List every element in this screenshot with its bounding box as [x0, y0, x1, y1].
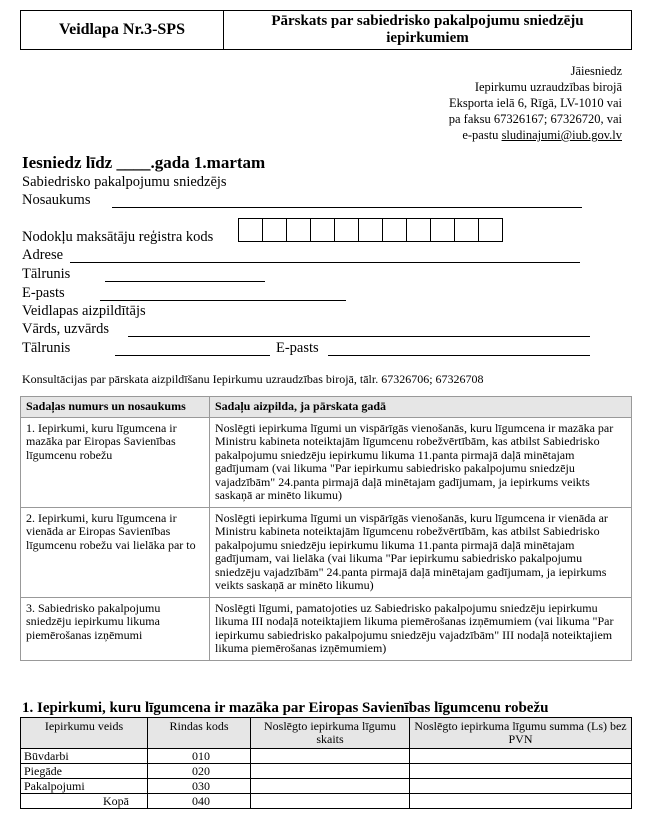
deadline-prefix: Iesniedz līdz [22, 153, 117, 172]
table1-header-row [21, 718, 632, 749]
reg-code-cell[interactable] [262, 218, 287, 242]
section-name: 3. Sabiedrisko pakalpojumu sniedzēju iepirkumu likuma piemērošanas izņēmumi [21, 597, 210, 660]
submission-address [382, 63, 622, 143]
table1-header-code: Rindas kods [148, 718, 251, 749]
form-title-box [223, 10, 632, 50]
provider-address-field[interactable] [70, 262, 580, 263]
contract-count-cell[interactable] [251, 749, 410, 764]
table1 [20, 717, 632, 809]
sections-header-desc: Sadaļu aizpilda, ja pārskata gadā [210, 397, 632, 418]
filler-email-label: E-pasts [276, 340, 319, 356]
procurement-type: Pakalpojumi [21, 779, 148, 794]
deadline-year-blank[interactable]: ____ [116, 153, 151, 172]
procurement-type: Būvdarbi [21, 749, 148, 764]
reg-code-cell[interactable] [310, 218, 335, 242]
form-title: Pārskats par sabiedrisko pakalpojumu sniedzēju iepirkumiem [271, 13, 584, 46]
procurement-type: Piegāde [21, 764, 148, 779]
reg-code-cell[interactable] [238, 218, 263, 242]
row-code: 040 [148, 794, 251, 809]
reg-code-cell[interactable] [478, 218, 503, 242]
contract-sum-cell[interactable] [410, 779, 632, 794]
address-line: pa faksu 67326167; 67326720, vai [448, 112, 622, 126]
provider-phone-label: Tālrunis [22, 266, 71, 282]
email-link[interactable]: sludinajumi@iub.gov.lv [501, 128, 622, 142]
form-id: Veidlapa Nr.3-SPS [59, 21, 185, 38]
section-desc: Noslēgti līgumi, pamatojoties uz Sabiedrisko pakalpojumu sniedzēju iepirkumu likuma III nodaļā noteiktajiem likuma piemērošanas izņēmumiem (vai likuma "Par iepirkumu sabiedrisko pakalpojumu sniedzēju vajadzībām" III nodaļā noteiktajiem likuma piemērošanas izņēmumiem) [210, 597, 632, 660]
contract-count-cell[interactable] [251, 794, 410, 809]
provider-name-field[interactable] [112, 207, 582, 208]
provider-name-label: Nosaukums [22, 192, 91, 208]
address-line: Eksporta ielā 6, Rīgā, LV-1010 vai [448, 96, 622, 110]
table1-header-count: Noslēgto iepirkuma līgumu skaits [251, 718, 410, 749]
email-prefix: e-pastu [462, 128, 502, 142]
section-name: 2. Iepirkumi, kuru līgumcena ir vienāda ar Eiropas Savienības līgumcenu robežu vai lielāka par to [21, 507, 210, 597]
address-line: Jāiesniedz [570, 64, 622, 78]
reg-code-cell[interactable] [382, 218, 407, 242]
table1-header-sum: Noslēgto iepirkuma līgumu summa (Ls) bez PVN [410, 718, 632, 749]
reg-code-cell[interactable] [406, 218, 431, 242]
consultation-note: Konsultācijas par pārskata aizpildīšanu Iepirkumu uzraudzības birojā, tālr. 67326706; 67326708 [22, 372, 484, 386]
table-row [21, 507, 632, 597]
section-desc: Noslēgti iepirkuma līgumi un vispārīgās vienošanās, kuru līgumcena ir vienāda ar Ministru kabineta noteiktajām līgumcenu robežvērtībām, kas atbilst Sabiedrisko pakalpojumu sniedzēju iepirkumu likuma 11.panta pirmajā daļā minētajam gadījumam, vai lielāka (vai likuma "Par iepirkumu sabiedrisko pakalpojumu sniedzēju vajadzībām" 24.panta pirmajā daļā minētajam gadījumam, ja iepirkums veikts saskaņā ar minēto likumu) [210, 507, 632, 597]
form-id-box [20, 10, 224, 50]
contract-sum-cell[interactable] [410, 794, 632, 809]
provider-reg-label: Nodokļu maksātāju reģistra kods [22, 229, 214, 245]
contract-count-cell[interactable] [251, 764, 410, 779]
table-row [21, 417, 632, 507]
row-code: 020 [148, 764, 251, 779]
provider-email-field[interactable] [100, 300, 346, 301]
table-row [21, 764, 632, 779]
provider-address-label: Adrese [22, 247, 64, 263]
provider-phone-field[interactable] [105, 281, 265, 282]
row-code: 030 [148, 779, 251, 794]
reg-code-cell[interactable] [358, 218, 383, 242]
reg-code-cell[interactable] [334, 218, 359, 242]
section-name: 1. Iepirkumi, kuru līgumcena ir mazāka par Eiropas Savienības līgumcenu robežu [21, 417, 210, 507]
reg-code-cell[interactable] [430, 218, 455, 242]
provider-email-label: E-pasts [22, 285, 65, 301]
row-code: 010 [148, 749, 251, 764]
reg-code-cell[interactable] [286, 218, 311, 242]
table1-title: 1. Iepirkumi, kuru līgumcena ir mazāka par Eiropas Savienības līgumcenu robežu [22, 700, 549, 716]
contract-sum-cell[interactable] [410, 764, 632, 779]
sections-header-name: Sadaļas numurs un nosaukums [21, 397, 210, 418]
table-row [21, 597, 632, 660]
filler-heading: Veidlapas aizpildītājs [22, 303, 146, 319]
table-row [21, 749, 632, 764]
filler-email-field[interactable] [328, 355, 590, 356]
submission-deadline [22, 153, 265, 173]
filler-phone-label: Tālrunis [22, 340, 71, 356]
provider-reg-code-field[interactable] [238, 218, 502, 242]
table-row [21, 779, 632, 794]
reg-code-cell[interactable] [454, 218, 479, 242]
address-line: Iepirkumu uzraudzības birojā [474, 80, 622, 94]
address-line [382, 127, 622, 143]
table-row [21, 794, 632, 809]
filler-name-field[interactable] [128, 336, 590, 337]
filler-phone-field[interactable] [115, 355, 270, 356]
procurement-type-total: Kopā [21, 794, 148, 809]
contract-count-cell[interactable] [251, 779, 410, 794]
provider-heading: Sabiedrisko pakalpojumu sniedzējs [22, 174, 227, 190]
sections-header-row [21, 397, 632, 418]
contract-sum-cell[interactable] [410, 749, 632, 764]
table1-header-type: Iepirkumu veids [21, 718, 148, 749]
filler-name-label: Vārds, uzvārds [22, 321, 109, 337]
sections-table [20, 396, 632, 661]
section-desc: Noslēgti iepirkuma līgumi un vispārīgās vienošanās, kuru līgumcena ir mazāka par Ministru kabineta noteiktajām līgumcenu robežvērtībām, kas atbilst Sabiedrisko pakalpojumu sniedzēju iepirkumu likuma 11.panta pirmajā daļā minētajam gadījumam (vai likuma "Par iepirkumu sabiedrisko pakalpojumu sniedzēju vajadzībām" 24.panta pirmajā daļā minētajam gadījumam, ja iepirkums veikts saskaņā ar minēto likumu) [210, 417, 632, 507]
deadline-suffix: .gada 1.martam [150, 153, 266, 172]
